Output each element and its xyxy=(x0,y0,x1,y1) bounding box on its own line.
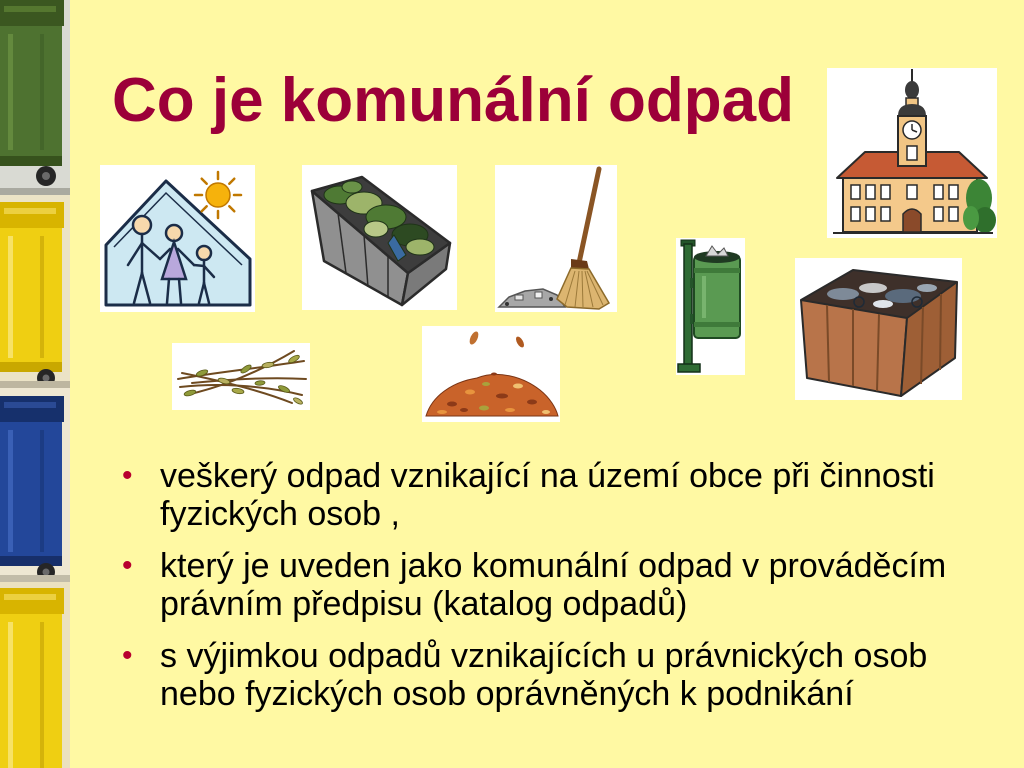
bin-body xyxy=(694,246,740,338)
cut-branches-icon xyxy=(172,343,310,410)
waste-bins-photo-strip xyxy=(0,0,70,768)
bullet-item xyxy=(122,457,946,533)
bullet-marker: • xyxy=(122,549,133,582)
bullet-text-line: fyzických osob , xyxy=(160,495,400,533)
bullet-text-line: který je uveden jako komunální odpad v prováděcím xyxy=(160,547,947,585)
rubble-container-icon xyxy=(795,258,962,400)
bullet-text-line: veškerý odpad vznikající na území obce při činnosti xyxy=(160,457,935,495)
green-waste-bin-photo xyxy=(0,0,70,195)
building-facade xyxy=(843,178,977,232)
broom-sweeping-dust-icon xyxy=(495,165,617,312)
bullet-marker: • xyxy=(122,639,133,672)
bullet-item xyxy=(122,637,946,713)
slide-title: Co je komunální odpad xyxy=(112,66,795,135)
street-litter-bin-icon xyxy=(676,238,745,375)
sun-icon xyxy=(195,172,241,218)
town-hall-icon xyxy=(827,68,997,238)
skip-with-garden-waste-icon xyxy=(302,165,457,310)
bullet-text-line: s výjimkou odpadů vznikajících u právnických osob xyxy=(160,637,928,675)
blue-waste-bin-photo xyxy=(0,388,70,582)
yellow-waste-bin-photo xyxy=(0,582,70,768)
house-with-family-icon xyxy=(100,165,255,312)
bullet-list xyxy=(122,457,947,727)
yellow-waste-bin-photo xyxy=(0,195,70,388)
leaf-pile-icon xyxy=(422,326,560,422)
bullet-item xyxy=(122,547,947,623)
bullet-text-line: právním předpisu (katalog odpadů) xyxy=(160,585,688,623)
bullet-text-line: nebo fyzických osob oprávněných k podnikání xyxy=(160,675,854,713)
bullet-marker: • xyxy=(122,459,133,492)
